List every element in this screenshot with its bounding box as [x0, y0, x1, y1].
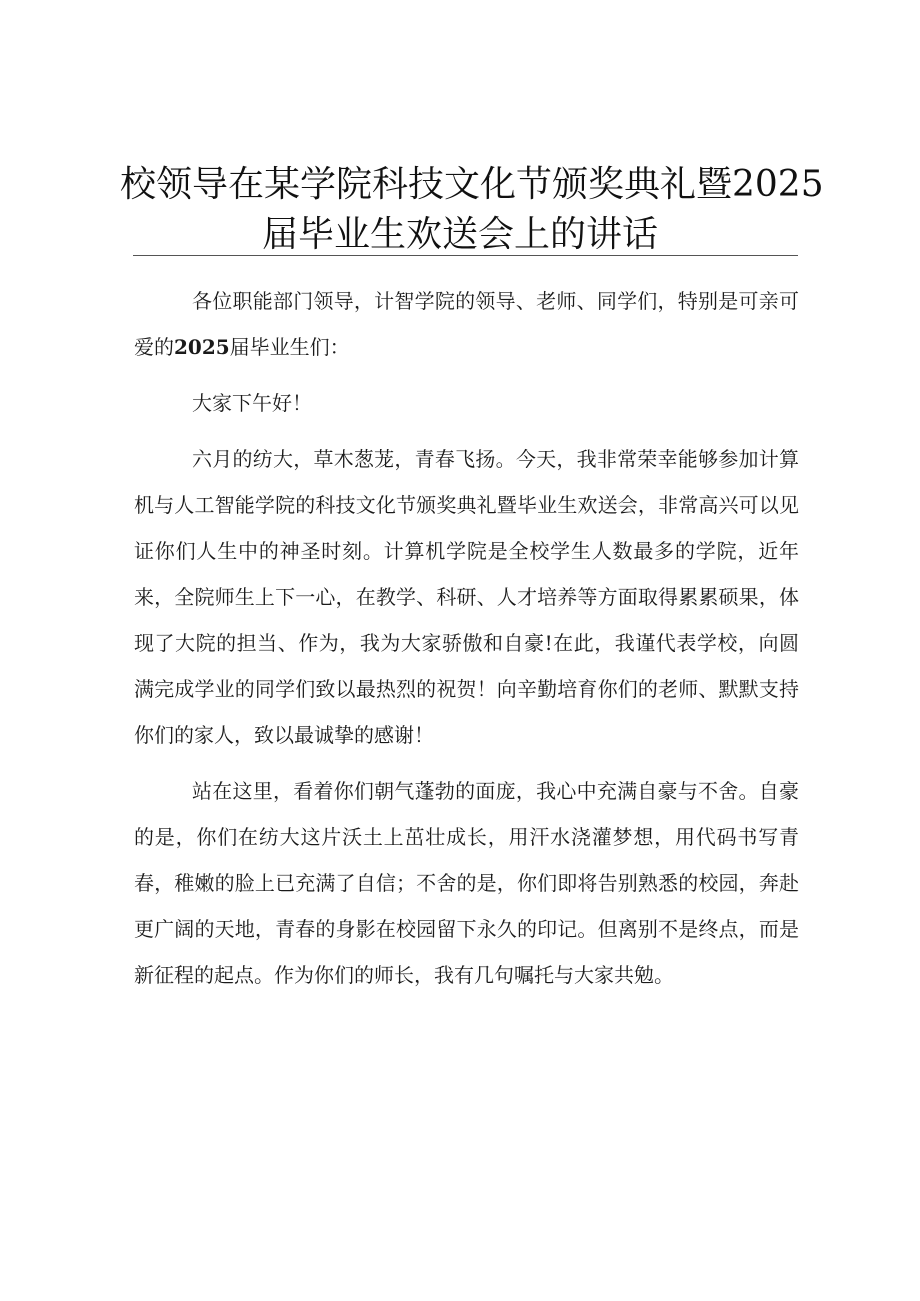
body-paragraph-1: 六月的纺大，草木葱茏，青春飞扬。今天，我非常荣幸能够参加计算机与人工智能学院的科技文化节颁奖典礼暨毕业生欢送会，非常高兴可以见证你们人生中的神圣时刻。计算机学院是全校学生人数最多的学院，近年来，全院师生上下一心，在教学、科研、人才培养等方面取得累累硕果，体现了大院的担当、作为，我为大家骄傲和自豪!在此，我谨代表学校，向圆满完成学业的同学们致以最热烈的祝贺！向辛勤培育你们的老师、默默支持你们的家人，致以最诚挚的感谢！	[134, 447, 799, 747]
title-underline	[133, 255, 798, 256]
salutation-text-2: 届毕业生们：	[229, 335, 350, 359]
title-line-1: 校领导在某学院科技文化节颁奖典礼暨2025	[120, 164, 824, 205]
document-body	[134, 278, 799, 1008]
salutation-paragraph	[134, 278, 799, 370]
body-paragraph-2: 站在这里，看着你们朝气蓬勃的面庞，我心中充满自豪与不舍。自豪的是，你们在纺大这片沃土上茁壮成长，用汗水浇灌梦想，用代码书写青春，稚嫩的脸上已充满了自信；不舍的是，你们即将告别熟悉的校园，奔赴更广阔的天地，青春的身影在校园留下永久的印记。但离别不是终点，而是新征程的起点。作为你们的师长，我有几句嘱托与大家共勉。	[134, 779, 799, 987]
salutation-year: 2025	[174, 335, 230, 359]
salutation-text-1: 各位职能部门领导，计智学院的领导、老师、同学们，特别是可亲可爱的	[134, 289, 799, 359]
greeting-paragraph: 大家下午好！	[192, 391, 312, 415]
title-line-2: 届毕业生欢送会上的讲话	[261, 214, 658, 255]
document-title	[120, 160, 824, 260]
